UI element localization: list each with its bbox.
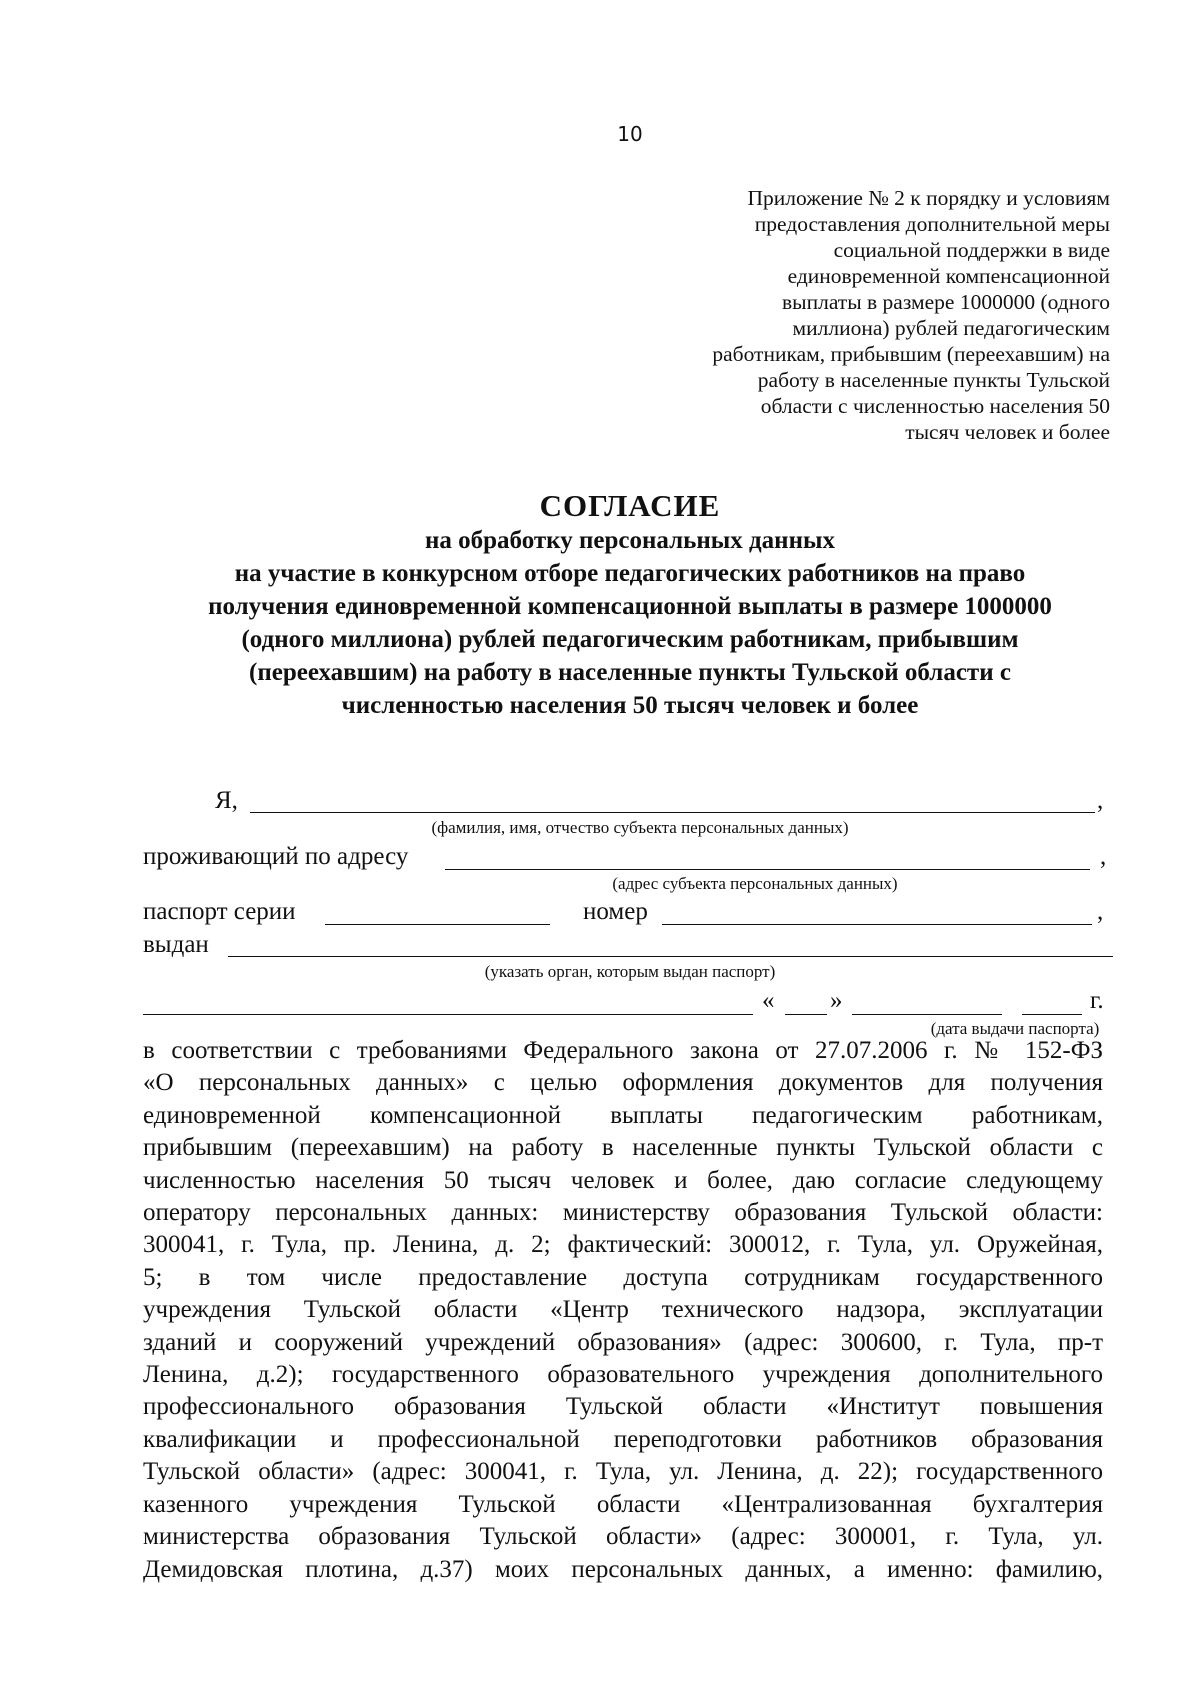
quote-close: » bbox=[830, 987, 843, 1014]
issuer-field-continued[interactable] bbox=[143, 1014, 753, 1015]
title-line: (переехавшим) на работу в населенные пункты Тульской области с bbox=[249, 659, 1011, 686]
address-field[interactable] bbox=[445, 869, 1090, 870]
appendix-line: выплаты в размере 1000000 (одного bbox=[781, 290, 1110, 314]
passport-number-label: номер bbox=[583, 898, 648, 925]
passport-number-field[interactable] bbox=[662, 924, 1092, 925]
appendix-line: тысяч человек и более bbox=[905, 420, 1110, 444]
appendix-line: работу в населенные пункты Тульской bbox=[757, 368, 1110, 392]
body-line: министерства образования Тульской области» (адрес: 300001, г. Тула, ул. bbox=[143, 1523, 1103, 1551]
fio-caption: (фамилия, имя, отчество субъекта персональных данных) bbox=[431, 818, 849, 837]
appendix-note bbox=[670, 185, 1110, 445]
body-line: единовременной компенсационной выплаты педагогическим работникам, bbox=[143, 1101, 1103, 1129]
body-line: профессионального образования Тульской области «Институт повышения bbox=[143, 1393, 1103, 1421]
body-line: Ленина, д.2); государственного образовательного учреждения дополнительного bbox=[143, 1361, 1103, 1389]
appendix-line: работникам, прибывшим (переехавшим) на bbox=[712, 342, 1110, 366]
issuer-caption: (указать орган, которым выдан паспорт) bbox=[484, 962, 776, 981]
address-label: проживающий по адресу bbox=[143, 843, 409, 870]
title-line: на участие в конкурсном отборе педагогических работников на право bbox=[234, 560, 1026, 587]
body-line: казенного учреждения Тульской области «Централизованная бухгалтерия bbox=[143, 1490, 1103, 1518]
year-suffix: г. bbox=[1090, 987, 1104, 1014]
body-line: Тульской области» (адрес: 300041, г. Тула, ул. Ленина, д. 22); государственного bbox=[143, 1458, 1103, 1486]
body-line: зданий и сооружений учреждений образования» (адрес: 300600, г. Тула, пр-т bbox=[143, 1328, 1103, 1356]
page-number: 10 bbox=[617, 122, 643, 146]
comma: , bbox=[1097, 787, 1104, 814]
document-title bbox=[130, 488, 1130, 722]
issue-month-field[interactable] bbox=[852, 1014, 1002, 1015]
body-line: квалификации и профессиональной переподготовки работников образования bbox=[143, 1425, 1103, 1453]
passport-series-field[interactable] bbox=[325, 924, 550, 925]
title-line: получения единовременной компенсационной выплаты в размере 1000000 bbox=[208, 593, 1052, 620]
comma: , bbox=[1097, 898, 1104, 925]
fio-field[interactable] bbox=[250, 812, 1095, 813]
appendix-line: социальной поддержки в виде bbox=[833, 238, 1110, 262]
title-line: (одного миллиона) рублей педагогическим работникам, прибывшим bbox=[241, 626, 1019, 653]
body-line: в соответствии с требованиями Федерального закона от 27.07.2006 г. № 152-ФЗ bbox=[143, 1037, 1103, 1064]
address-caption: (адрес субъекта персональных данных) bbox=[612, 874, 898, 893]
appendix-line: предоставления дополнительной меры bbox=[754, 212, 1110, 236]
passport-series-label: паспорт серии bbox=[143, 898, 296, 925]
i-label: Я, bbox=[215, 787, 238, 814]
body-line: прибывшим (переехавшим) на работу в населенные пункты Тульской области с bbox=[143, 1134, 1103, 1162]
consent-body bbox=[143, 1035, 1103, 1586]
body-line: «О персональных данных» с целью оформления документов для получения bbox=[143, 1069, 1103, 1097]
issue-year-field[interactable] bbox=[1022, 1014, 1082, 1015]
body-line: численностью населения 50 тысяч человек и более, даю согласие следующему bbox=[143, 1166, 1103, 1194]
quote-open: « bbox=[762, 987, 775, 1014]
appendix-line: области с численностью населения 50 bbox=[760, 394, 1110, 418]
appendix-line: Приложение № 2 к порядку и условиям bbox=[747, 186, 1110, 210]
appendix-line: миллиона) рублей педагогическим bbox=[792, 316, 1110, 340]
date-caption: (дата выдачи паспорта) bbox=[930, 1019, 1100, 1038]
title-main: СОГЛАСИЕ bbox=[539, 488, 721, 523]
body-line: 300041, г. Тула, пр. Ленина, д. 2; фактический: 300012, г. Тула, ул. Оружейная, bbox=[143, 1231, 1103, 1259]
body-line: 5; в том числе предоставление доступа сотрудникам государственного bbox=[143, 1263, 1103, 1291]
title-line: численностью населения 50 тысяч человек и более bbox=[341, 692, 919, 719]
body-line: учреждения Тульской области «Центр технического надзора, эксплуатации bbox=[143, 1296, 1103, 1324]
title-line: на обработку персональных данных bbox=[425, 527, 835, 554]
comma: , bbox=[1100, 843, 1107, 870]
issued-label: выдан bbox=[143, 931, 209, 958]
body-line: Демидовская плотина, д.37) моих персональных данных, а именно: фамилию, bbox=[143, 1555, 1103, 1583]
body-line: оператору персональных данных: министерству образования Тульской области: bbox=[143, 1199, 1103, 1227]
issue-day-field[interactable] bbox=[785, 1014, 827, 1015]
issuer-field[interactable] bbox=[228, 956, 1113, 957]
appendix-line: единовременной компенсационной bbox=[787, 264, 1110, 288]
